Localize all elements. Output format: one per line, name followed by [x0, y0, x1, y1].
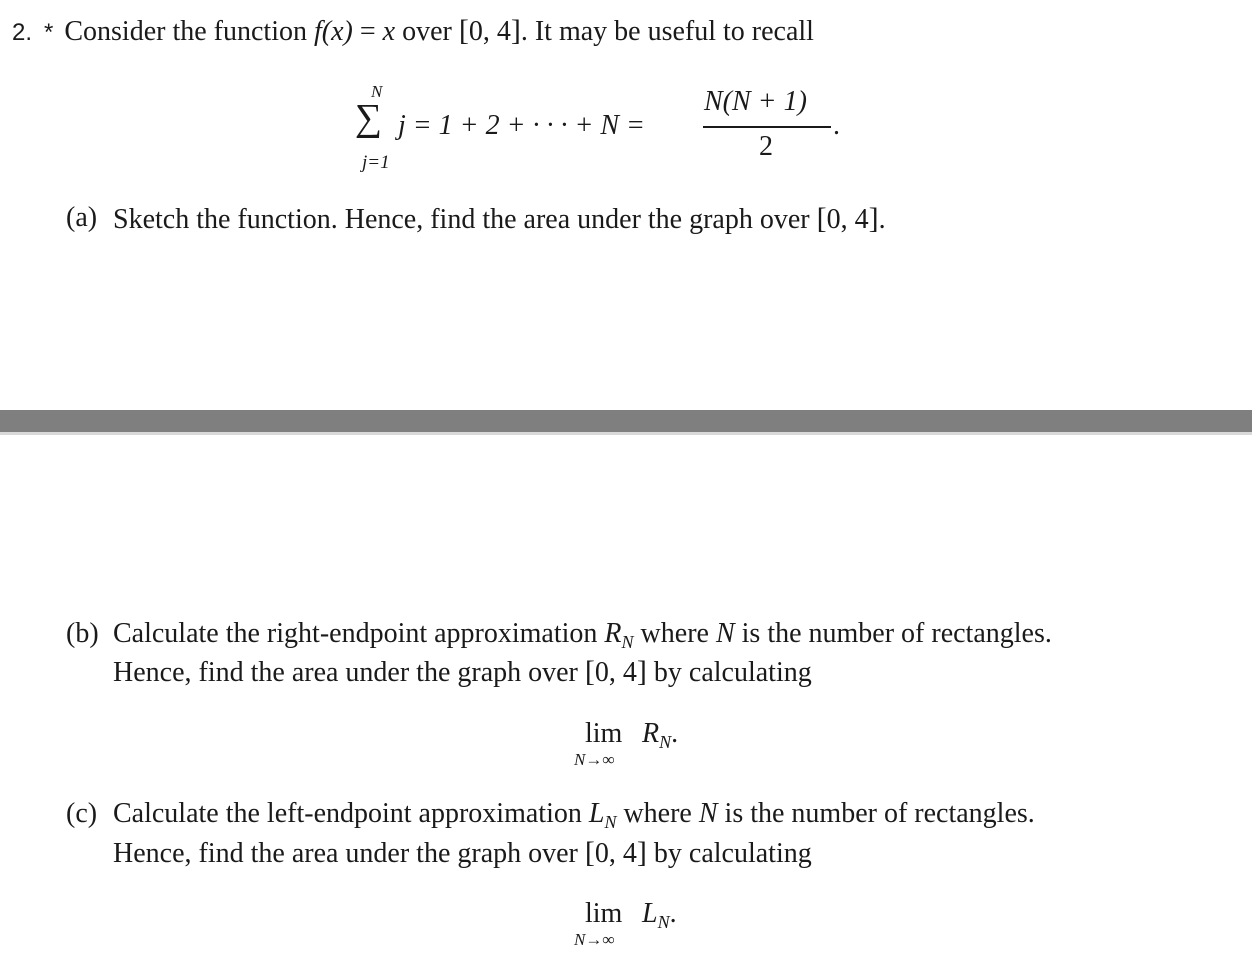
- part-c-line1: [113, 798, 1035, 833]
- part-b-line1: [113, 618, 1052, 653]
- part-a-label: (a): [66, 202, 98, 233]
- interval-nums: 0, 4: [594, 657, 637, 688]
- part-b-calculating: by calculating: [653, 657, 812, 688]
- part-c-rectangles: is the number of rectangles.: [724, 798, 1035, 829]
- part-a-text: [113, 202, 886, 236]
- sum-body: j = 1 + 2 + · · · + N =: [398, 110, 645, 141]
- func-arg: (x): [321, 16, 353, 47]
- part-b-label: (b): [66, 618, 99, 649]
- question-star: *: [44, 19, 54, 46]
- limit-var-subscript: N: [659, 732, 672, 752]
- var-N: N: [715, 618, 735, 649]
- interval-open: [: [584, 836, 595, 869]
- limit-var: L: [642, 898, 658, 929]
- part-b-line2: [113, 655, 812, 689]
- interval-nums: 0, 4: [594, 838, 637, 869]
- part-c-where: where: [623, 798, 692, 829]
- func-f: f: [313, 16, 322, 47]
- limit-word: lim: [585, 718, 623, 749]
- question-intro: Consider the function: [64, 16, 307, 47]
- sum-sign: ∑: [355, 97, 383, 139]
- var-N: N: [698, 798, 718, 829]
- limit-period: .: [671, 718, 679, 749]
- interval-close: ]: [868, 202, 879, 235]
- part-a-period: .: [878, 204, 886, 235]
- sum-lower-limit: j=1: [362, 152, 390, 173]
- limit-subscript: N→∞: [574, 930, 615, 949]
- interval-open: [: [584, 655, 595, 688]
- limit-var-subscript: N: [657, 912, 670, 932]
- var-R: R: [604, 618, 622, 649]
- fraction-denominator: 2: [759, 131, 773, 162]
- question-number: 2.: [12, 19, 33, 46]
- interval-open: [: [458, 14, 469, 47]
- formula-period: .: [833, 110, 840, 141]
- limit-expression: [642, 718, 678, 753]
- interval-close: ]: [636, 655, 647, 688]
- func-equals: =: [352, 16, 383, 47]
- part-b-text: Calculate the right-endpoint approximation: [113, 618, 598, 649]
- question-header: [12, 14, 814, 48]
- question-recall: . It may be useful to recall: [520, 16, 814, 47]
- part-c-hence: Hence, find the area under the graph over: [113, 838, 578, 869]
- var-L: L: [588, 798, 605, 829]
- interval-close: ]: [636, 836, 647, 869]
- limit-expression: [642, 898, 677, 933]
- interval-nums: 0, 4: [826, 204, 869, 235]
- sum-upper-limit: N: [371, 82, 383, 101]
- var-R-subscript: N: [621, 632, 634, 652]
- interval-nums: 0, 4: [468, 16, 511, 47]
- var-L-subscript: N: [604, 812, 617, 832]
- part-c-line2: [113, 836, 812, 870]
- part-c-label: (c): [66, 798, 98, 829]
- limit-period: .: [669, 898, 677, 929]
- fraction-bar: [703, 126, 831, 128]
- limit-var: R: [642, 718, 660, 749]
- limit-word: lim: [585, 898, 623, 929]
- interval-open: [: [816, 202, 827, 235]
- interval-close: ]: [510, 14, 521, 47]
- page-divider: [0, 410, 1252, 435]
- part-b-hence: Hence, find the area under the graph over: [113, 657, 578, 688]
- func-over: over: [395, 16, 459, 47]
- part-b-where: where: [640, 618, 709, 649]
- func-x: x: [382, 16, 396, 47]
- part-a-statement: Sketch the function. Hence, find the area under the graph over: [113, 204, 810, 235]
- part-c-calculating: by calculating: [653, 838, 812, 869]
- part-b-rectangles: is the number of rectangles.: [741, 618, 1052, 649]
- limit-subscript: N→∞: [574, 750, 615, 769]
- fraction-numerator: N(N + 1): [704, 86, 807, 117]
- part-c-text: Calculate the left-endpoint approximation: [113, 798, 582, 829]
